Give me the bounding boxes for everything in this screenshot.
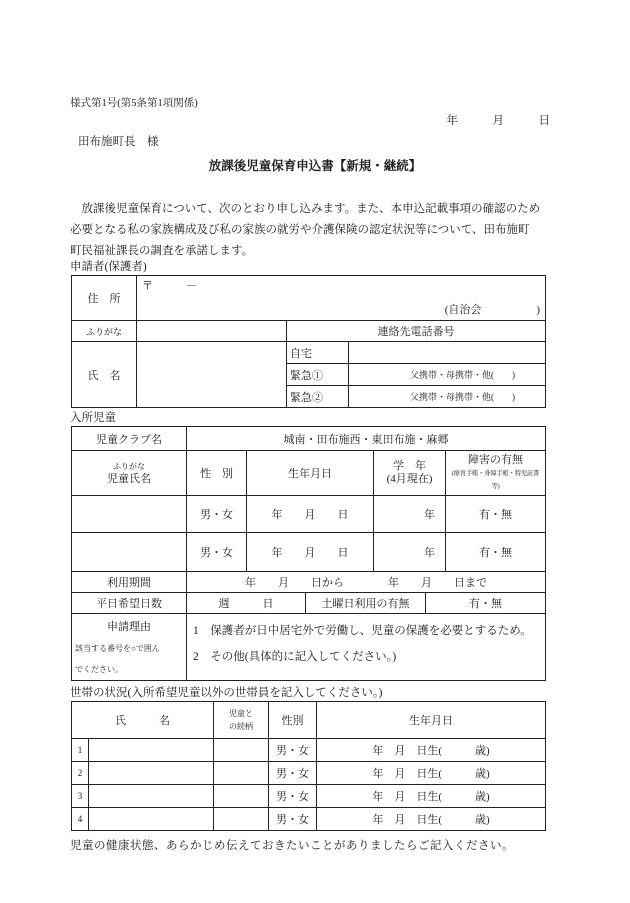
intro-line: 必要となる私の家族構成及び私の家族の就労や介護保険の認定状況等について、田布施町	[70, 224, 530, 236]
phone-home-label: 自宅	[287, 342, 349, 364]
sex-header: 性 別	[187, 451, 247, 496]
reason-item: 2 その他(具体的に記入してください。)	[193, 651, 397, 663]
phone-emergency2-label: 緊急②	[287, 386, 349, 408]
saturday-label: 土曜日利用の有無	[306, 593, 426, 614]
household-header-row	[72, 702, 546, 739]
household-row	[72, 739, 546, 762]
page-title: 放課後児童保育申込書【新規・継続】	[208, 159, 422, 173]
child-row	[72, 496, 546, 533]
jichikai-note: (自治会 )	[444, 304, 541, 316]
child-furigana-label: ふりがな	[113, 462, 145, 471]
child-section-label: 入所児童	[70, 412, 116, 424]
child-name-input-cell	[72, 496, 187, 533]
usage-table	[71, 571, 546, 681]
relation-header-cell	[214, 702, 269, 739]
household-sex-options: 男・女	[269, 762, 317, 785]
child-name-label: 児童氏名	[107, 473, 151, 485]
phone-row-home	[72, 342, 546, 364]
household-birth-template: 年 月 日生( 歳)	[317, 739, 546, 762]
birth-header: 生年月日	[247, 451, 374, 496]
form-number: 様式第1号(第5条第1項関係)	[70, 98, 198, 109]
child-header-row	[72, 451, 546, 496]
reason-label-cell	[72, 614, 187, 681]
weekday-row	[72, 593, 546, 614]
weekday-value: 週 日	[187, 593, 306, 614]
phone-emergency2-options: 父携帯・母携帯・他( )	[349, 386, 546, 408]
intro-paragraph	[70, 199, 552, 262]
period-value: 年 月 日から 年 月 日まで	[187, 572, 546, 593]
household-name-input-cell	[89, 739, 214, 762]
grade-header: 学 年	[393, 460, 426, 472]
phone-emergency1-label: 緊急①	[287, 364, 349, 386]
relation-header-line: の続柄	[229, 722, 253, 731]
reason-label: 申請理由	[107, 621, 151, 633]
saturday-value: 有・無	[426, 593, 546, 614]
household-section-label: 世帯の状況(入所希望児童以外の世帯員を記入してください。)	[70, 687, 383, 699]
applicant-table	[71, 275, 546, 408]
club-label: 児童クラブ名	[72, 427, 187, 451]
household-relation-input-cell	[214, 808, 269, 831]
reason-note	[75, 638, 183, 680]
child-disability-options: 有・無	[446, 496, 546, 533]
reason-item: 1 保護者が日中居宅外で労働し、児童の保護を必要とするため。	[193, 625, 532, 637]
club-options: 城南・田布施西・東田布施・麻郷	[187, 427, 546, 451]
household-name-input-cell	[89, 808, 214, 831]
reason-note-line: でください。	[75, 665, 123, 674]
child-birth-template: 年 月 日	[247, 533, 374, 572]
intro-line: 放課後児童保育について、次のとおり申し込みます。また、本申込記載事項の確認のため	[70, 203, 541, 215]
household-relation-input-cell	[214, 739, 269, 762]
household-birth-template: 年 月 日生( 歳)	[317, 762, 546, 785]
phone-emergency1-options: 父携帯・母携帯・他( )	[349, 364, 546, 386]
child-grade-template: 年	[374, 533, 446, 572]
intro-line: 町民福祉課長の調査を承諾します。	[70, 245, 254, 257]
child-grade-template: 年	[374, 496, 446, 533]
household-sex-header: 性別	[269, 702, 317, 739]
disability-header: 障害の有無	[468, 453, 523, 466]
child-name-input-cell	[72, 533, 187, 572]
phone-header: 連絡先電話番号	[287, 321, 546, 342]
health-note: 児童の健康状態、あらかじめ伝えておきたいことがありましたらご記入ください。	[70, 840, 514, 852]
household-relation-input-cell	[214, 785, 269, 808]
household-row	[72, 785, 546, 808]
household-name-header: 氏 名	[72, 702, 214, 739]
row-number: 4	[72, 808, 89, 831]
row-number: 2	[72, 762, 89, 785]
reason-row	[72, 614, 546, 681]
household-sex-options: 男・女	[269, 739, 317, 762]
household-row	[72, 762, 546, 785]
phone-home-input-cell	[349, 342, 546, 364]
household-birth-header: 生年月日	[317, 702, 546, 739]
household-relation-input-cell	[214, 762, 269, 785]
grade-header-cell	[374, 451, 446, 496]
household-birth-template: 年 月 日生( 歳)	[317, 785, 546, 808]
child-sex-options: 男・女	[187, 496, 247, 533]
applicant-section-label: 申請者(保護者)	[70, 261, 147, 273]
date-line: 年 月 日	[446, 115, 550, 127]
period-label: 利用期間	[72, 572, 187, 593]
household-birth-template: 年 月 日生( 歳)	[317, 808, 546, 831]
household-sex-options: 男・女	[269, 808, 317, 831]
household-row	[72, 808, 546, 831]
period-row	[72, 572, 546, 593]
reason-note-line: 該当する番号を○で囲ん	[75, 644, 160, 653]
furigana-row	[72, 321, 546, 342]
address-label: 住 所	[72, 276, 137, 321]
row-number: 1	[72, 739, 89, 762]
address-input-cell	[137, 276, 546, 321]
household-sex-options: 男・女	[269, 785, 317, 808]
child-table	[71, 426, 546, 572]
address-row	[72, 276, 546, 321]
child-birth-template: 年 月 日	[247, 496, 374, 533]
child-row	[72, 533, 546, 572]
disability-sub: (療育手帳・身障手帳・特児証書等)	[451, 469, 540, 490]
furigana-label: ふりがな	[72, 321, 137, 342]
weekday-label: 平日希望日数	[72, 593, 187, 614]
row-number: 3	[72, 785, 89, 808]
household-name-input-cell	[89, 785, 214, 808]
applicant-name-input-cell	[137, 342, 287, 408]
furigana-input-cell	[137, 321, 287, 342]
grade-sub: (4月現在)	[386, 473, 433, 485]
applicant-name-label: 氏 名	[72, 342, 137, 408]
relation-header-line: 児童と	[229, 709, 253, 718]
child-disability-options: 有・無	[446, 533, 546, 572]
reason-items-cell	[187, 614, 546, 681]
child-name-header	[72, 451, 187, 496]
postal-code-prefix: 〒 －	[142, 280, 197, 292]
addressee: 田布施町長 様	[78, 136, 159, 148]
household-name-input-cell	[89, 762, 214, 785]
disability-header-cell	[446, 451, 546, 496]
household-table	[71, 701, 546, 831]
child-sex-options: 男・女	[187, 533, 247, 572]
club-row	[72, 427, 546, 451]
